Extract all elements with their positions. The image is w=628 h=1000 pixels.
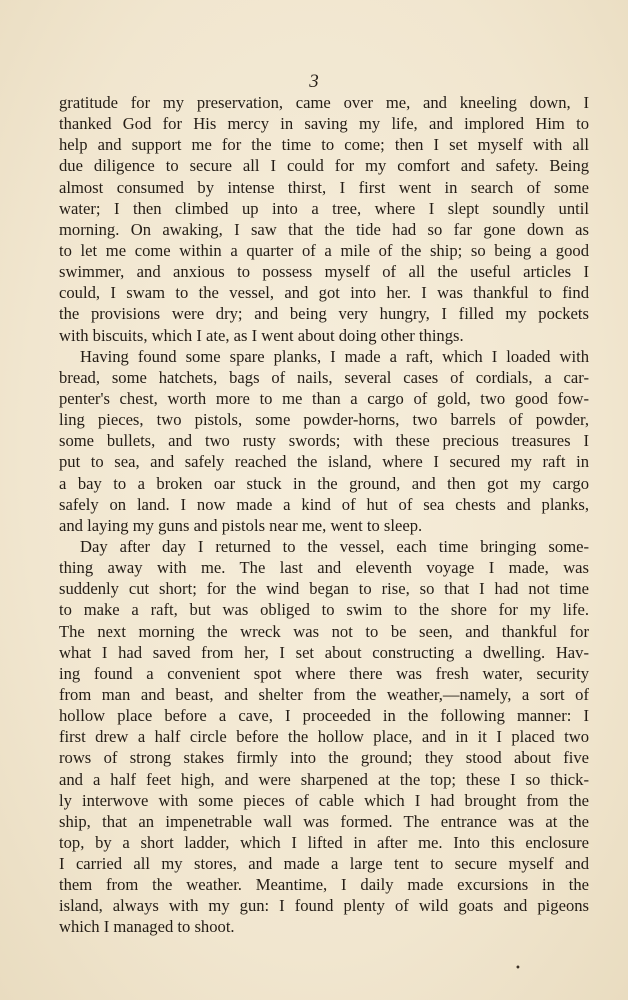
text-line: thing away with me. The last and eleventh voyage I made, was	[59, 558, 589, 578]
text-line: suddenly cut short; for the wind began to rise, so that I had not time	[59, 579, 589, 599]
text-line: due diligence to secure all I could for my comfort and safety. Being	[59, 156, 589, 176]
text-line: ly interwove with some pieces of cable which I had brought from the	[59, 790, 589, 810]
text-line: rows of strong stakes firmly into the ground; they stood about five	[59, 748, 589, 768]
text-line: water; I then climbed up into a tree, where I slept soundly until	[59, 198, 589, 218]
text-line: and laying my guns and pistols near me, went to sleep.	[59, 515, 423, 535]
printer-mark: •	[515, 963, 521, 974]
text-line: from man and beast, and shelter from the weather,—namely, a sort of	[59, 684, 589, 704]
text-line: ling pieces, two pistols, some powder-horns, two barrels of powder,	[59, 410, 589, 430]
text-line: and a half feet high, and were sharpened at the top; these I so thick-	[59, 769, 589, 789]
text-line: gratitude for my preservation, came over me, and kneeling down, I	[59, 93, 589, 112]
text-line: help and support me for the time to come; then I set myself with all	[59, 135, 589, 155]
text-line: I carried all my stores, and made a large tent to secure myself and	[59, 854, 589, 874]
text-line: ing found a convenient spot where there was fresh water, security	[59, 663, 589, 683]
text-line: the provisions were dry; and being very hungry, I filled my pockets	[59, 304, 589, 324]
text-line: safely on land. I now made a kind of hut of sea chests and planks,	[59, 494, 589, 514]
text-line: thanked God for His mercy in saving my life, and implored Him to	[59, 114, 589, 134]
text-line: bread, some hatchets, bags of nails, several cases of cordials, a car-	[59, 367, 589, 387]
text-line: The next morning the wreck was not to be seen, and thankful for	[59, 621, 589, 641]
text-line: them from the weather. Meantime, I daily made excursions in the	[59, 875, 589, 895]
text-line: what I had saved from her, I set about constructing a dwelling. Hav-	[59, 642, 589, 662]
text-line: ship, that an impenetrable wall was formed. The entrance was at the	[59, 811, 589, 831]
text-line: to make a raft, but was obliged to swim to the shore for my life.	[59, 600, 589, 620]
text-line: hollow place before a cave, I proceeded in the following manner: I	[59, 706, 589, 726]
text-line: penter's chest, worth more to me than a cargo of gold, two good fow-	[59, 388, 589, 408]
page-number: 3	[309, 71, 319, 92]
text-line: with biscuits, which I ate, as I went about doing other things.	[59, 325, 464, 345]
text-line: a bay to a broken oar stuck in the ground, and then got my cargo	[59, 473, 589, 493]
text-line: which I managed to shoot.	[59, 917, 235, 937]
text-line: could, I swam to the vessel, and got into her. I was thankful to find	[59, 283, 589, 303]
body-text	[59, 92, 589, 938]
text-line: morning. On awaking, I saw that the tide had so far gone down as	[59, 219, 589, 239]
text-line: Day after day I returned to the vessel, each time bringing some-	[80, 536, 589, 556]
text-line: some bullets, and two rusty swords; with these precious treasures I	[59, 431, 589, 451]
text-line: first drew a half circle before the hollow place, and in it I placed two	[59, 727, 589, 747]
text-line: to let me come within a quarter of a mile of the ship; so being a good	[59, 240, 589, 260]
text-line: top, by a short ladder, which I lifted in after me. Into this enclosure	[59, 832, 589, 852]
text-line: put to sea, and safely reached the island, where I secured my raft in	[59, 452, 589, 472]
text-line: island, always with my gun: I found plenty of wild goats and pigeons	[59, 896, 589, 916]
text-line: Having found some spare planks, I made a raft, which I loaded with	[80, 346, 589, 366]
text-line: swimmer, and anxious to possess myself of all the useful articles I	[59, 262, 589, 282]
text-line: almost consumed by intense thirst, I first went in search of some	[59, 177, 589, 197]
